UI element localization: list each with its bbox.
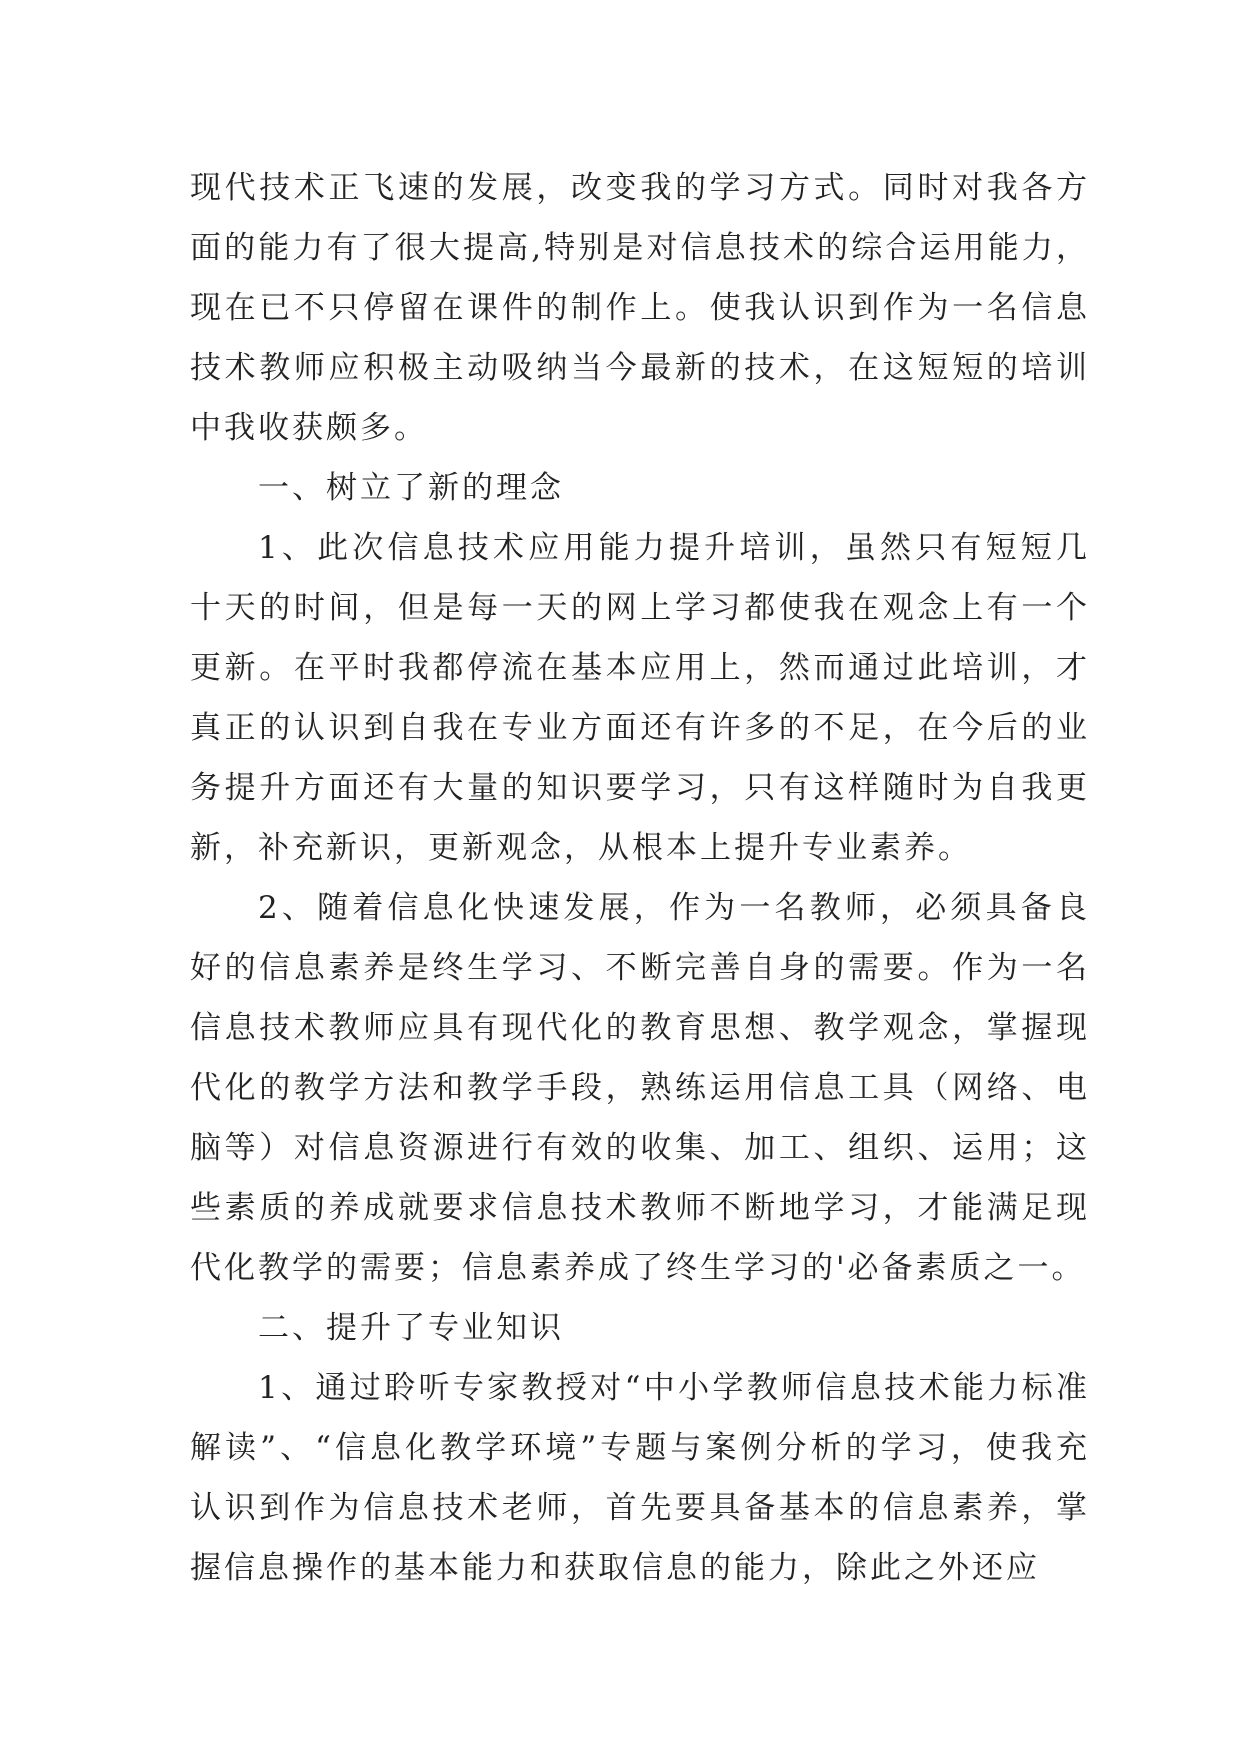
paragraph-2-1: 1、通过聆听专家教授对“中小学教师信息技术能力标准解读”、“信息化教学环境”专题与案例分析的学习，使我充认识到作为信息技术老师，首先要具备基本的信息素养，掌握信息操作的基本能力和获取信息的能力，除此之外还应	[190, 1370, 1090, 1586]
document-body	[190, 158, 1090, 1598]
section-heading-1: 一、树立了新的理念	[258, 470, 564, 506]
paragraph-1-1: 1、此次信息技术应用能力提升培训，虽然只有短短几十天的时间，但是每一天的网上学习都使我在观念上有一个更新。在平时我都停流在基本应用上，然而通过此培训，才真正的认识到自我在专业方面还有许多的不足，在今后的业务提升方面还有大量的知识要学习，只有这样随时为自我更新，补充新识，更新观念，从根本上提升专业素养。	[190, 530, 1090, 866]
paragraph-1-2: 2、随着信息化快速发展，作为一名教师，必须具备良好的信息素养是终生学习、不断完善自身的需要。作为一名信息技术教师应具有现代化的教育思想、教学观念，掌握现代化的教学方法和教学手段，熟练运用信息工具（网络、电脑等）对信息资源进行有效的收集、加工、组织、运用；这些素质的养成就要求信息技术教师不断地学习，才能满足现代化教学的需要；信息素养成了终生学习的'必备素质之一。	[190, 890, 1090, 1286]
section-heading-2: 二、提升了专业知识	[258, 1310, 564, 1346]
paragraph-intro: 现代技术正飞速的发展，改变我的学习方式。同时对我各方面的能力有了很大提高,特别是对信息技术的综合运用能力，现在已不只停留在课件的制作上。使我认识到作为一名信息技术教师应积极主动吸纳当今最新的技术，在这短短的培训中我收获颇多。	[190, 170, 1090, 446]
